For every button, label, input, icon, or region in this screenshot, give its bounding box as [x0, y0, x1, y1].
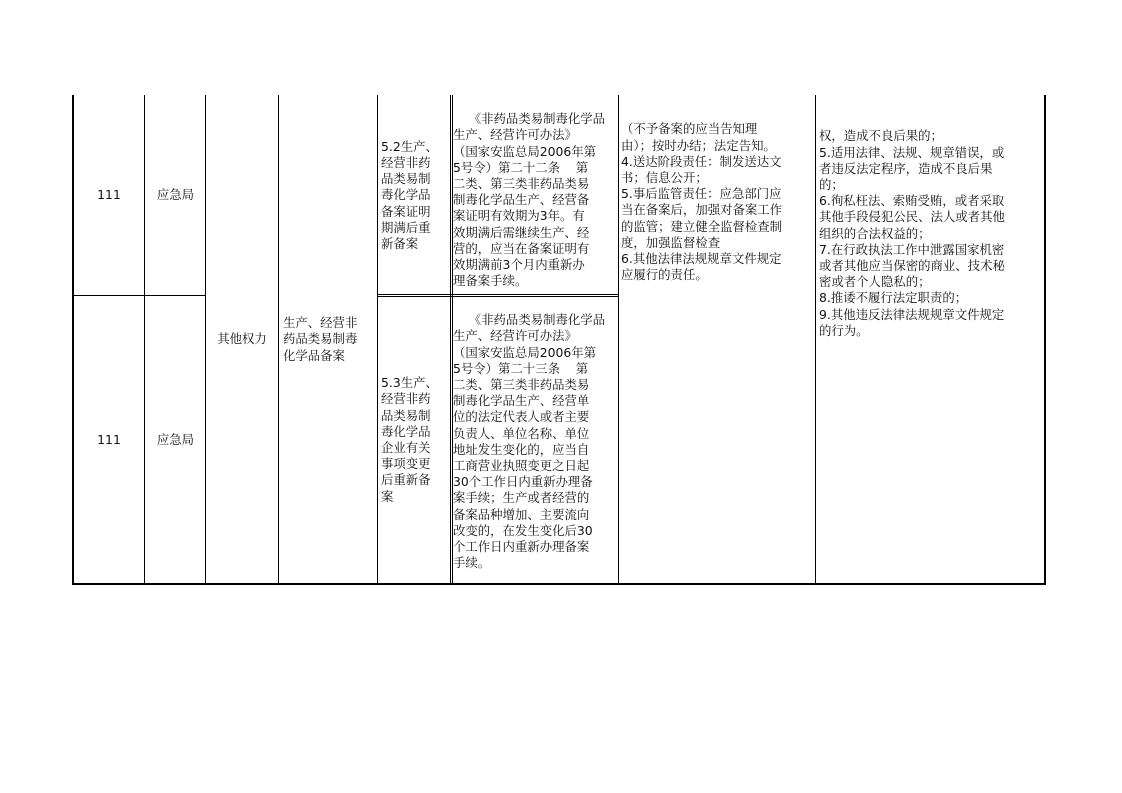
seq-number: 111 [97, 187, 121, 203]
grid-line [815, 95, 816, 585]
grid-line [452, 95, 453, 585]
grid-line [72, 295, 206, 296]
grid-line [278, 95, 279, 585]
accountability-text: 权，造成不良后果的； 5.适用法律、法规、规章错误，或 者违反法定程序，造成不良后果 的； 6.徇私枉法、索贿受贿，或者采取 其他手段侵犯公民、法人或者其他 组织的合法权益的； 7.在行政执法工作中泄露国家机密 或者其他应当保密的商业、技术秘 密或者个人隐私的； 8.推诿不履行法定职责的； 9.其他违反法律法规规章文件规定 的行为。 [819, 128, 1005, 338]
seq-number: 111 [97, 431, 121, 447]
grid-line [377, 296, 618, 297]
sub-item-cell-row1 [379, 95, 450, 296]
grid-line [72, 95, 74, 585]
grid-line [377, 95, 378, 585]
grid-line [144, 95, 145, 585]
basis-cell-row1 [452, 95, 618, 296]
basis-cell-row2 [452, 296, 618, 584]
grid-line [1044, 95, 1046, 585]
sub-item-text: 5.3生产、 经营非药 品类易制 毒化学品 企业有关 事项变更 后重新备 案 [381, 375, 438, 504]
seq-cell-row1 [73, 95, 145, 296]
item-name-cell [281, 95, 377, 584]
accountability-cell [816, 95, 1045, 584]
legal-basis-text: 《非药品类易制毒化学品 生产、经营许可办法》 （国家安监总局2006年第 5号令）第二十二条 第 二类、第三类非药品类易 制毒化学品生产、经营备 案证明有效期为3年。有 效期满后需继续生产、经 营的，应当在备案证明有 效期满前3个月内重新办 理备案手续。 [453, 111, 606, 289]
department-name: 应急局 [156, 187, 195, 203]
legal-basis-text: 《非药品类易制毒化学品 生产、经营许可办法》 （国家安监总局2006年第 5号令）第二十三条 第 二类、第三类非药品类易 制毒化学品生产、经营单 位的法定代表人或者主要 负责人、单位名称、单位 地址发生变化的，应当自 工商营业执照变更之日起 30个工作日内重新办理备 案手续；生产或者经营的 备案品种增加、主要流向 改变的，在发生变化后30 个工作日内重新办理备案 手续。 [453, 312, 606, 571]
sub-item-cell-row2 [379, 296, 450, 584]
department-name: 应急局 [156, 431, 195, 447]
item-name: 生产、经营非 药品类易制毒 化学品备案 [283, 315, 358, 363]
grid-line [205, 95, 206, 585]
responsibility-text: （不予备案的应当告知理 由）；按时办结；法定告知。 4.送达阶段责任：制发送达文 书；信息公开； 5.事后监管责任：应急部门应 当在备案后，加强对备案工作 的监管；建立健全监督检查制 度，加强监督检查 6.其他法律法规规章文件规定 应履行的责任。 [621, 121, 783, 283]
seq-cell-row2 [73, 296, 145, 584]
grid-line [377, 294, 618, 295]
grid-line [618, 95, 619, 585]
grid-line [450, 95, 451, 585]
power-type-cell [206, 95, 278, 584]
grid-line [72, 583, 1046, 585]
dept-cell-row2 [145, 296, 206, 584]
power-type: 其他权力 [217, 331, 267, 347]
sub-item-text: 5.2生产、 经营非药 品类易制 毒化学品 备案证明 期满后重 新备案 [381, 138, 438, 251]
responsibility-cell [619, 95, 815, 584]
dept-cell-row1 [145, 95, 206, 296]
